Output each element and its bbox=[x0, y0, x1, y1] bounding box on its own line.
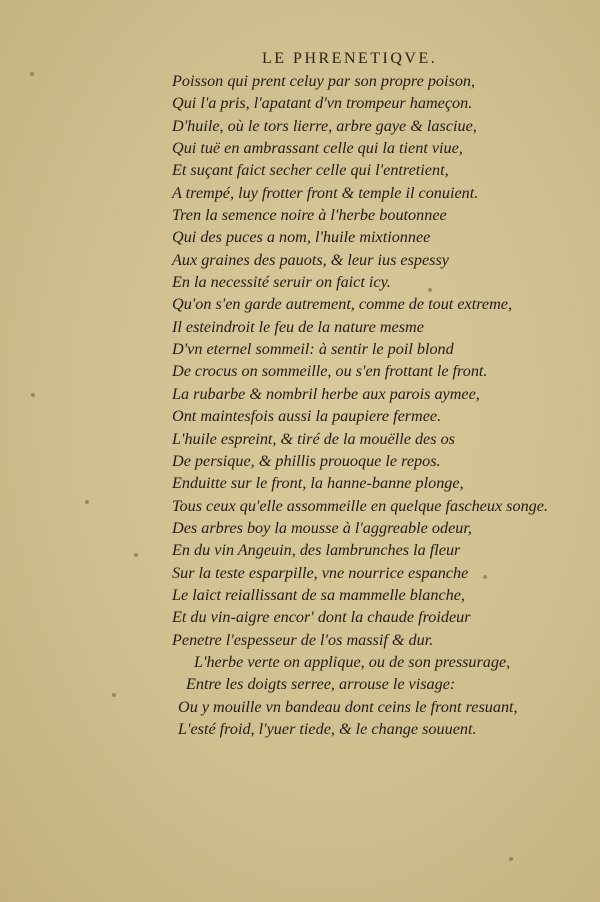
verse-line: Ou y mouille vn bandeau dont ceins le front resuant, bbox=[178, 697, 518, 716]
verse-line: Des arbres boy la mousse à l'aggreable odeur, bbox=[172, 518, 472, 537]
running-header: LE PHRENETIQVE. bbox=[262, 50, 438, 67]
verse-line: D'vn eternel sommeil: à sentir le poil blond bbox=[172, 340, 454, 359]
paper-spot bbox=[31, 393, 35, 397]
verse-line: L'esté froid, l'yuer tiede, & le change souuent. bbox=[178, 719, 477, 738]
verse-line: Le laict reiallissant de sa mammelle blanche, bbox=[172, 585, 465, 604]
verse-line: De crocus on sommeille, ou s'en frottant le front. bbox=[172, 362, 488, 381]
verse-block bbox=[172, 70, 592, 740]
verse-line: Tous ceux qu'elle assommeille en quelque fascheux songe. bbox=[172, 496, 548, 515]
verse-line: Et suçant faict secher celle qui l'entretient, bbox=[172, 161, 449, 180]
verse-line: Et du vin-aigre encor' dont la chaude froideur bbox=[172, 608, 471, 627]
verse-line: Aux graines des pauots, & leur ius espessy bbox=[172, 250, 449, 269]
paper-spot bbox=[134, 553, 138, 557]
verse-line: Tren la semence noire à l'herbe boutonnee bbox=[172, 206, 447, 225]
verse-line: Qui des puces a nom, l'huile mixtionnee bbox=[172, 228, 431, 247]
verse-line: D'huile, où le tors lierre, arbre gaye & lasciue, bbox=[172, 116, 477, 135]
verse-line: A trempé, luy frotter front & temple il conuient. bbox=[172, 183, 479, 202]
verse-line: La rubarbe & nombril herbe aux parois aymee, bbox=[172, 384, 480, 403]
verse-line: De persique, & phillis prouoque le repos. bbox=[172, 451, 441, 470]
verse-line: L'huile espreint, & tiré de la mouëlle des os bbox=[172, 429, 455, 448]
verse-line: En la necessité seruir on faict icy. bbox=[172, 273, 391, 292]
verse-line: Ont maintesfois aussi la paupiere fermee. bbox=[172, 407, 442, 426]
verse-line: En du vin Angeuin, des lambrunches la fleur bbox=[172, 541, 461, 560]
paper-spot bbox=[509, 857, 513, 861]
paper-spot bbox=[428, 288, 432, 292]
paper-spot bbox=[30, 72, 34, 76]
verse-line: Qui l'a pris, l'apatant d'vn trompeur hameçon. bbox=[172, 94, 473, 113]
verse-line: Qu'on s'en garde autrement, comme de tout extreme, bbox=[172, 295, 513, 314]
verse-line: L'herbe verte on applique, ou de son pressurage, bbox=[194, 652, 511, 671]
paper-spot bbox=[483, 575, 487, 579]
verse-line: Penetre l'espesseur de l'os massif & dur. bbox=[172, 630, 434, 649]
verse-line: Qui tuë en ambrassant celle qui la tient viue, bbox=[172, 139, 463, 158]
verse-line: Poisson qui prent celuy par son propre poison, bbox=[172, 72, 476, 90]
paper-spot bbox=[112, 693, 116, 697]
verse-line: Il esteindroit le feu de la nature mesme bbox=[172, 317, 424, 336]
verse-line: Sur la teste esparpille, vne nourrice espanche bbox=[172, 563, 469, 582]
paper-spot bbox=[85, 500, 89, 504]
verse-line: Entre les doigts serree, arrouse le visage: bbox=[186, 675, 456, 694]
verse-line: Enduitte sur le front, la hanne-banne plonge, bbox=[172, 474, 464, 493]
